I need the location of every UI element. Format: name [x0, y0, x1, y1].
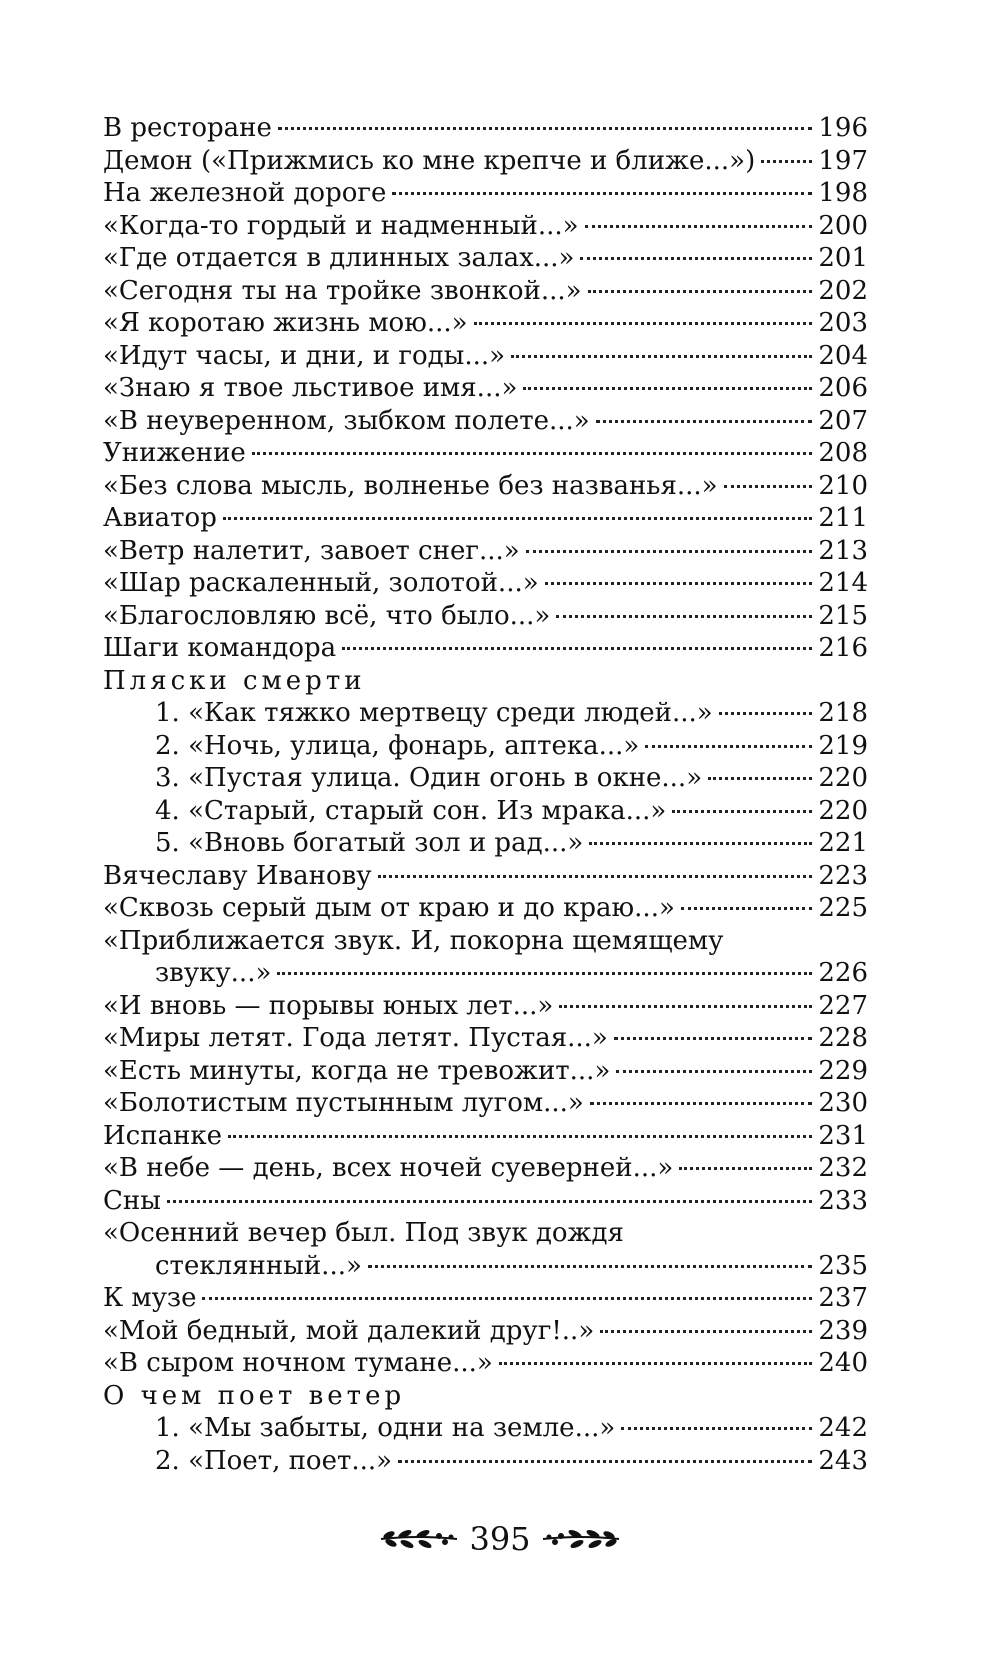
entry-title: Унижение — [103, 438, 246, 468]
entry-title: 2. «Ночь, улица, фонарь, аптека...» — [155, 730, 640, 761]
toc-entry — [103, 242, 868, 275]
entry-title: Шаги командора — [103, 633, 337, 663]
entry-title: К музе — [103, 1283, 197, 1313]
dot-leader — [523, 387, 812, 390]
entry-title: «Когда-то гордый и надменный...» — [103, 210, 579, 241]
toc-entry — [103, 1087, 868, 1120]
entry-page: 206 — [818, 373, 868, 403]
dot-leader — [708, 777, 812, 780]
entry-title: «В небе — день, всех ночей суеверней...» — [103, 1153, 674, 1183]
toc-entry — [103, 145, 868, 178]
dot-leader — [556, 615, 812, 618]
entry-page: 220 — [818, 795, 868, 826]
entry-page: 243 — [818, 1445, 868, 1476]
dot-leader — [167, 1200, 812, 1203]
toc-subentry — [103, 1445, 868, 1478]
entry-title-line1: «Приближается звук. И, покорна щемящему — [103, 925, 724, 956]
dot-leader — [368, 1265, 812, 1268]
leaf-ornament-left-icon — [379, 1526, 459, 1552]
entry-page: 203 — [818, 308, 868, 338]
toc-entry — [103, 275, 868, 308]
dot-leader — [590, 1102, 813, 1105]
entry-title: «Сегодня ты на тройке звонкой...» — [103, 275, 582, 306]
toc-entry — [103, 470, 868, 503]
entry-page: 230 — [818, 1088, 868, 1118]
toc-entry — [103, 307, 868, 340]
toc-entry — [103, 860, 868, 893]
toc-entry — [103, 1055, 868, 1088]
toc-entry-continued — [103, 1250, 868, 1283]
toc-subentry — [103, 697, 868, 730]
entry-page: 211 — [818, 503, 868, 533]
entry-page: 240 — [818, 1348, 868, 1378]
entry-page: 242 — [818, 1413, 868, 1443]
entry-title-line2: звуку...» — [155, 958, 272, 988]
dot-leader — [580, 257, 812, 260]
entry-page: 197 — [818, 145, 868, 176]
section-heading: Пляски смерти — [103, 665, 366, 696]
entry-page: 219 — [818, 730, 868, 761]
entry-page: 200 — [818, 210, 868, 241]
entry-page: 229 — [818, 1055, 868, 1086]
entry-title: «Сквозь серый дым от краю и до краю...» — [103, 893, 675, 923]
toc-subentry — [103, 762, 868, 795]
dot-leader — [588, 290, 813, 293]
entry-title: 5. «Вновь богатый зол и рад...» — [155, 828, 584, 858]
entry-page: 210 — [818, 470, 868, 501]
entry-title: В ресторане — [103, 113, 272, 143]
dot-leader — [559, 1005, 812, 1008]
toc-subentry — [103, 730, 868, 763]
section-heading: О чем поет ветер — [103, 1380, 406, 1411]
toc-entry — [103, 112, 868, 145]
toc-entry — [103, 1152, 868, 1185]
dot-leader — [228, 1135, 812, 1138]
entry-title: «Ветр налетит, завоет снег...» — [103, 535, 520, 566]
toc-subentry — [103, 827, 868, 860]
dot-leader — [526, 550, 813, 553]
dot-leader — [277, 972, 812, 975]
toc-entry — [103, 567, 868, 600]
page-footer — [0, 1520, 1000, 1558]
entry-page: 207 — [818, 405, 868, 436]
entry-title: «Есть минуты, когда не тревожит...» — [103, 1055, 611, 1086]
toc-entry — [103, 1315, 868, 1348]
entry-title: «Я коротаю жизнь мою...» — [103, 308, 468, 338]
toc-entry — [103, 405, 868, 438]
entry-title: 2. «Поет, поет...» — [155, 1445, 393, 1476]
dot-leader — [585, 225, 813, 228]
entry-title: «Болотистым пустынным лугом...» — [103, 1088, 584, 1118]
entry-page: 227 — [818, 990, 868, 1021]
leaf-ornament-right-icon — [541, 1526, 621, 1552]
entry-page: 237 — [818, 1283, 868, 1313]
entry-page: 201 — [818, 243, 868, 273]
entry-page: 221 — [818, 828, 868, 858]
entry-page: 225 — [818, 893, 868, 923]
toc-entry — [103, 372, 868, 405]
entry-title-line1: «Осенний вечер был. Под звук дождя — [103, 1218, 624, 1248]
toc-entry — [103, 210, 868, 243]
dot-leader — [724, 485, 813, 488]
dot-leader — [278, 127, 812, 130]
toc-entry — [103, 437, 868, 470]
dot-leader — [252, 452, 813, 455]
toc-entry — [103, 502, 868, 535]
dot-leader — [398, 1460, 812, 1463]
dot-leader — [596, 420, 813, 423]
entry-title: Авиатор — [103, 503, 217, 533]
toc-entry — [103, 990, 868, 1023]
entry-title: 3. «Пустая улица. Один огонь в окне...» — [155, 763, 703, 793]
toc-entry — [103, 892, 868, 925]
dot-leader — [681, 907, 812, 910]
toc-subentry — [103, 1412, 868, 1445]
entry-title: Демон («Прижмись ко мне крепче и ближе...») — [103, 145, 756, 176]
entry-title: «В сыром ночном тумане...» — [103, 1348, 493, 1378]
entry-page: 215 — [818, 600, 868, 631]
entry-page: 235 — [818, 1250, 868, 1281]
entry-page: 233 — [818, 1185, 868, 1216]
page-number: 395 — [469, 1520, 531, 1558]
entry-page: 231 — [818, 1120, 868, 1151]
entry-title: «И вновь — порывы юных лет...» — [103, 990, 554, 1021]
toc-entry — [103, 1185, 868, 1218]
toc-entry — [103, 1347, 868, 1380]
entry-page: 213 — [818, 535, 868, 566]
dot-leader — [342, 647, 812, 650]
dot-leader — [679, 1167, 812, 1170]
dot-leader — [719, 712, 813, 715]
entry-title: «Миры летят. Года летят. Пустая...» — [103, 1023, 608, 1053]
dot-leader — [474, 322, 813, 325]
dot-leader — [761, 160, 812, 163]
dot-leader — [621, 1427, 812, 1430]
toc-entry-continued — [103, 957, 868, 990]
toc-entry — [103, 600, 868, 633]
entry-title: 4. «Старый, старый сон. Из мрака...» — [155, 795, 667, 826]
entry-page: 208 — [818, 438, 868, 468]
entry-page: 202 — [818, 275, 868, 306]
dot-leader — [511, 355, 812, 358]
toc-entry — [103, 1282, 868, 1315]
entry-title: Испанке — [103, 1120, 223, 1151]
dot-leader — [616, 1070, 812, 1073]
table-of-contents — [103, 112, 868, 1477]
entry-page: 239 — [818, 1315, 868, 1346]
entry-title: «Благословляю всё, что было...» — [103, 600, 551, 631]
entry-page: 226 — [818, 958, 868, 988]
entry-page: 220 — [818, 763, 868, 793]
toc-subentry — [103, 795, 868, 828]
dot-leader — [589, 842, 812, 845]
entry-page: 204 — [818, 340, 868, 371]
toc-entry — [103, 177, 868, 210]
entry-page: 198 — [818, 178, 868, 208]
entry-page: 216 — [818, 633, 868, 663]
entry-title: «Мой бедный, мой далекий друг!..» — [103, 1315, 595, 1346]
dot-leader — [545, 582, 813, 585]
toc-entry — [103, 535, 868, 568]
dot-leader — [614, 1037, 813, 1040]
entry-title: Сны — [103, 1185, 161, 1216]
entry-title: 1. «Как тяжко мертвецу среди людей...» — [155, 698, 713, 728]
dot-leader — [202, 1297, 812, 1300]
toc-entry — [103, 632, 868, 665]
entry-title: «Без слова мысль, волненье без названья...» — [103, 470, 718, 501]
dot-leader — [600, 1330, 812, 1333]
entry-title: Вячеславу Иванову — [103, 860, 372, 891]
entry-page: 232 — [818, 1153, 868, 1183]
toc-entry — [103, 340, 868, 373]
entry-page: 214 — [818, 568, 868, 598]
entry-title: На железной дороге — [103, 178, 387, 208]
dot-leader — [223, 517, 813, 520]
entry-title: «Где отдается в длинных залах...» — [103, 243, 575, 273]
entry-title: «Знаю я твое льстивое имя...» — [103, 373, 518, 403]
dot-leader — [672, 810, 812, 813]
entry-page: 218 — [818, 698, 868, 728]
dot-leader — [499, 1362, 813, 1365]
entry-title: «В неуверенном, зыбком полете...» — [103, 405, 590, 436]
entry-title-line2: стеклянный...» — [155, 1250, 362, 1281]
toc-entry — [103, 1022, 868, 1055]
dot-leader — [378, 875, 813, 878]
entry-title: «Идут часы, и дни, и годы...» — [103, 340, 506, 371]
entry-title: 1. «Мы забыты, одни на земле...» — [155, 1413, 616, 1443]
entry-page: 228 — [818, 1023, 868, 1053]
toc-entry — [103, 1120, 868, 1153]
entry-page: 223 — [818, 860, 868, 891]
entry-title: «Шар раскаленный, золотой...» — [103, 568, 539, 598]
dot-leader — [645, 745, 812, 748]
dot-leader — [392, 192, 812, 195]
entry-page: 196 — [818, 113, 868, 143]
